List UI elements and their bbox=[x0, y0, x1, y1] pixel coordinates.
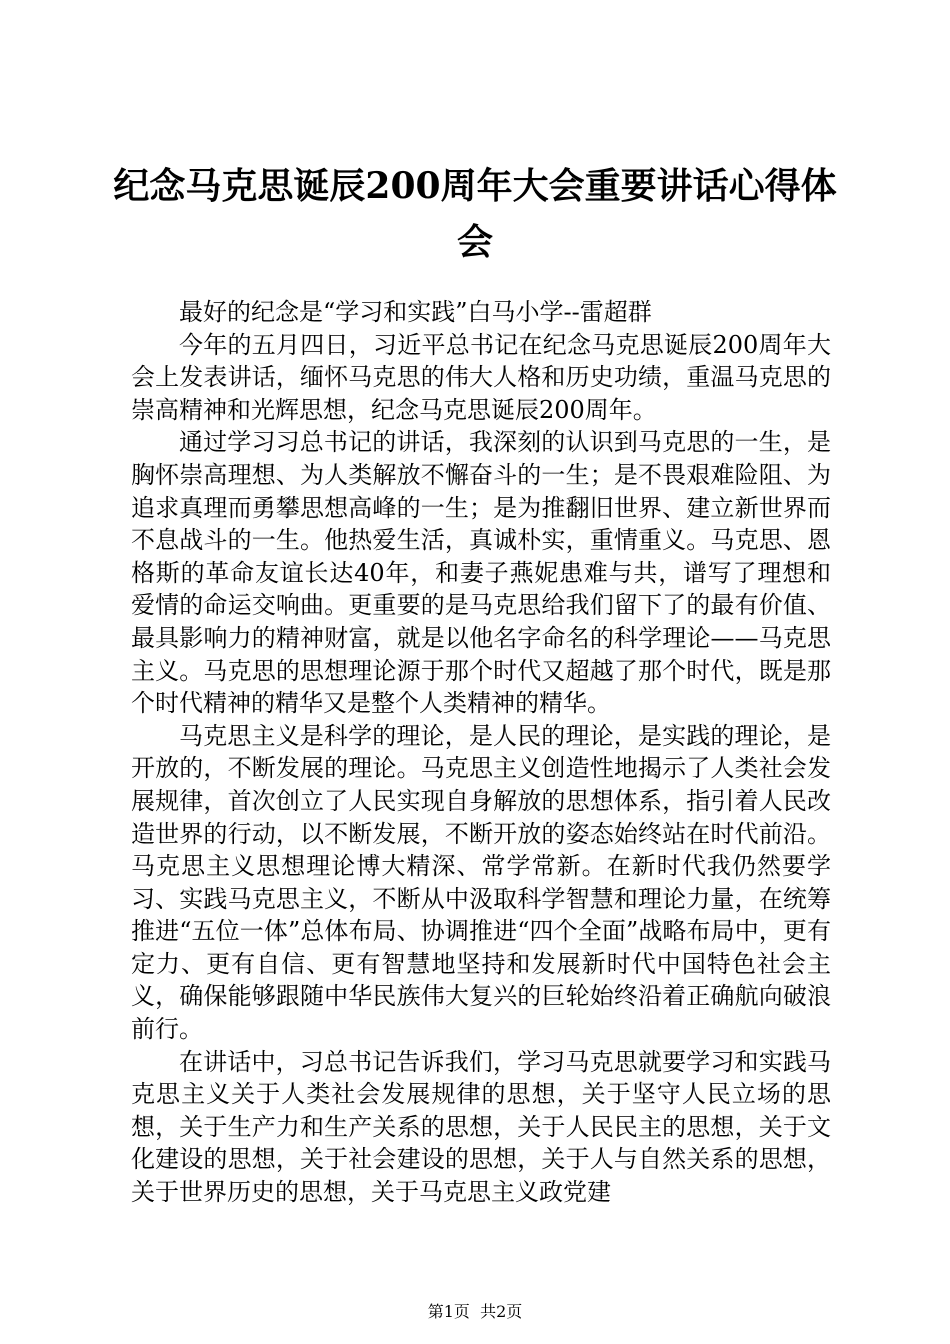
body-paragraph: 在讲话中，习总书记告诉我们，学习马克思就要学习和实践马克思主义关于人类社会发展规律的思想，关于坚守人民立场的思想，关于生产力和生产关系的思想，关于人民民主的思想，关于文化建设的思想，关于社会建设的思想，关于人与自然关系的思想，关于世界历史的思想，关于马克思主义政党建 bbox=[131, 1047, 831, 1207]
body-paragraph: 马克思主义是科学的理论，是人民的理论，是实践的理论，是开放的，不断发展的理论。马克思主义创造性地揭示了人类社会发展规律，首次创立了人民实现自身解放的思想体系，指引着人民改造世界的行动，以不断发展，不断开放的姿态始终站在时代前沿。马克思主义思想理论博大精深、常学常新。在新时代我仍然要学习、实践马克思主义，不断从中汲取科学智慧和理论力量，在统筹推进“五位一体”总体布局、协调推进“四个全面”战略布局中，更有定力、更有自信、更有智慧地坚持和发展新时代中国特色社会主义，确保能够跟随中华民族伟大复兴的巨轮始终沿着正确航向破浪前行。 bbox=[131, 721, 831, 1044]
footer-separator bbox=[470, 1302, 480, 1321]
body-paragraph: 今年的五月四日，习近平总书记在纪念马克思诞辰200周年大会上发表讲话，缅怀马克思的伟大人格和历史功绩，重温马克思的崇高精神和光辉思想，纪念马克思诞辰200周年。 bbox=[131, 330, 831, 424]
body-paragraph: 通过学习习总书记的讲话，我深刻的认识到马克思的一生，是胸怀崇高理想、为人类解放不懈奋斗的一生；是不畏艰难险阻、为追求真理而勇攀思想高峰的一生；是为推翻旧世界、建立新世界而不息战斗的一生。他热爱生活，真诚朴实，重情重义。马克思、恩格斯的革命友谊长达40年，和妻子燕妮患难与共，谱写了理想和爱情的命运交响曲。更重要的是马克思给我们留下了的最有价值、最具影响力的精神财富，就是以他名字命名的科学理论——马克思主义。马克思的思想理论源于那个时代又超越了那个时代，既是那个时代精神的精华又是整个人类精神的精华。 bbox=[131, 428, 831, 718]
subtitle-paragraph: 最好的纪念是“学习和实践”白马小学--雷超群 bbox=[179, 298, 652, 326]
document-body bbox=[131, 296, 831, 1209]
page-number-total: 共2页 bbox=[480, 1302, 523, 1321]
document-title: 纪念马克思诞辰200周年大会重要讲话心得体会 bbox=[113, 165, 837, 263]
page-number-current: 第1页 bbox=[427, 1302, 470, 1321]
page-footer bbox=[0, 1302, 950, 1322]
